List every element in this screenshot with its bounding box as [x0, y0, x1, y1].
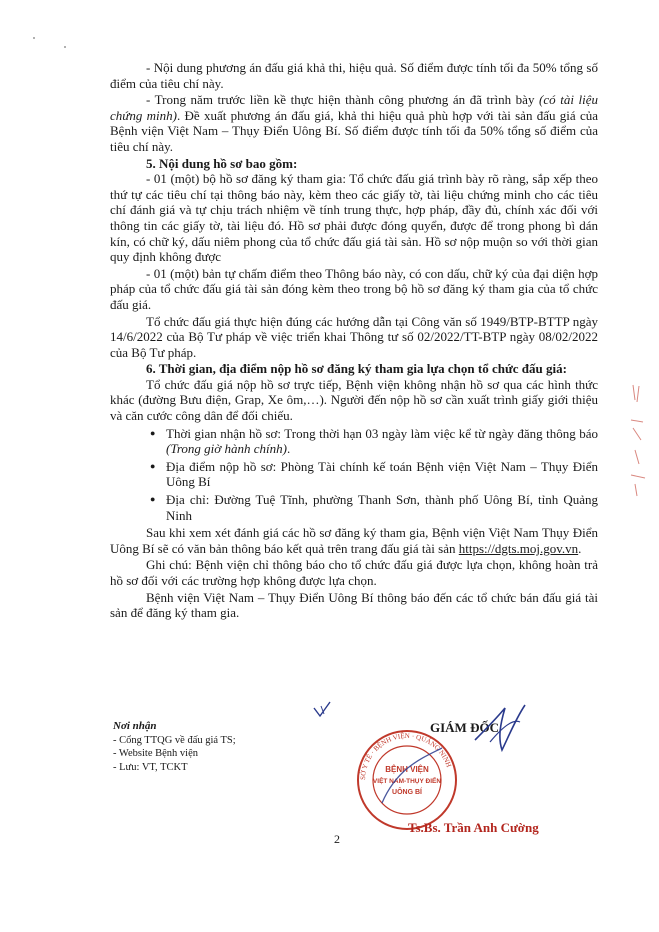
auction-site-link[interactable]: https://dgts.moj.gov.vn — [458, 540, 579, 556]
stamp-line-2: VIỆT NAM-THỤY ĐIỂN — [372, 778, 442, 785]
signature-title: GIÁM ĐỐC — [430, 720, 499, 735]
recipient-item: - Website Bệnh viện — [113, 748, 198, 759]
signer-name: Ts.Bs. Trần Anh Cường — [408, 820, 539, 835]
paragraph-self-scoring: - 01 (một) bản tự chấm điểm theo Thông báo này, có con dấu, chữ ký của đại diện hợp pháp của tổ chức đấu giá tài sản đóng kèm theo trong bộ hồ sơ đăng ký tham gia của tổ chức đấu giá. — [110, 265, 598, 312]
page-number: 2 — [334, 832, 340, 846]
submission-details-list — [150, 426, 598, 524]
recipients-title: Nơi nhận — [113, 720, 157, 732]
stamp-line-1: BỆNH VIỆN — [385, 765, 429, 774]
initial-tick-icon — [312, 700, 332, 720]
paragraph-submission: Tổ chức đấu giá nộp hồ sơ trực tiếp, Bệnh viện không nhận hồ sơ qua các hình thức khác (đường Bưu điện, Grap, Xe ôm,…). Người đến nộp hồ sơ cần xuất trình giấy giới thiệu và căn cước công dân để đối chiếu. — [110, 376, 598, 424]
handwritten-signature-icon — [470, 700, 530, 760]
recipient-item: - Cổng TTQG về đấu giá TS; — [113, 734, 236, 746]
stamp-ring-text: SỞ Y TẾ · BỆNH VIỆN · QUẢNG NINH — [358, 731, 453, 781]
paragraph-plan-content: - Nội dung phương án đấu giá khả thi, hiệu quả. Số điểm được tính tối đa 50% tổng số điểm của tiêu chí này. — [110, 60, 598, 91]
heading-section-6: 6. Thời gian, địa điểm nộp hồ sơ đăng ký tham gia lựa chọn tổ chức đấu giá: — [146, 361, 567, 377]
paragraph-registration-file: - 01 (một) bộ hồ sơ đăng ký tham gia: Tổ chức đấu giá trình bày rõ ràng, sắp xếp theo thứ tự các tiêu chí tại thông báo này, kèm theo các giấy tờ, tài liệu chứng minh cho các tiêu chí đánh giá và tự chịu trách nhiệm về tính trung thực, hợp pháp, đầy đủ, chính xác đối với thông tin các giấy tờ, tài liệu đó. Hồ sơ phải được đóng quyển, được để trong phong bì dán kín, có chữ ký, dấu niêm phong của tổ chức đấu giá tài sản. Hồ sơ nộp muộn so với thời gian quy định không được — [110, 171, 598, 265]
document-body — [110, 60, 598, 622]
paragraph-note: Ghi chú: Bệnh viện chỉ thông báo cho tổ chức đấu giá được lựa chọn, không hoàn trả hồ sơ đối với các trường hợp không được lựa chọn. — [110, 557, 598, 588]
recipient-item: - Lưu: VT, TCKT — [113, 761, 188, 773]
stamp-line-3: UÔNG BÍ — [392, 789, 422, 796]
list-item-location: ● Địa điểm nộp hồ sơ: Phòng Tài chính kế toán Bệnh viện Việt Nam – Thụy Điển Uông Bí — [150, 459, 598, 490]
scan-speck — [33, 37, 35, 39]
paragraph-previous-year: - Trong năm trước liền kề thực hiện thành công phương án đã trình bày (có tài liệu chứng minh). Đề xuất phương án đấu giá, khả thi hiệu quả phù hợp với tài sản đấu giá của Bệnh viện Việt Nam – Thụy Điển Uông Bí. Số điểm được tính tối đa 50% tổng số điểm của tiêu chí này. — [110, 92, 598, 154]
list-item-address: ● Địa chỉ: Đường Tuệ Tĩnh, phường Thanh Sơn, thành phố Uông Bí, tỉnh Quảng Ninh — [150, 492, 598, 523]
margin-stamp-marks-icon — [625, 380, 655, 500]
paragraph-guidance: Tổ chức đấu giá thực hiện đúng các hướng dẫn tại Công văn số 1949/BTP-BTTP ngày 14/6/2022 của Bộ Tư pháp về việc triển khai Thông tư số 02/2022/TT-BTP ngày 08/02/2022 của Bộ Tư pháp. — [110, 313, 598, 360]
recipients-block — [113, 720, 333, 774]
paragraph-closing: Bệnh viện Việt Nam – Thụy Điển Uông Bí thông báo đến các tổ chức bán đấu giá tài sản để đăng ký tham gia. — [110, 589, 598, 621]
heading-section-5: 5. Nội dung hồ sơ bao gồm: — [146, 155, 298, 171]
official-stamp-icon — [352, 728, 462, 832]
scan-speck — [64, 46, 66, 48]
paragraph-result-notice: Sau khi xem xét đánh giá các hồ sơ đăng ký tham gia, Bệnh viện Việt Nam Thụy Điển Uông Bí sẽ có văn bản thông báo kết quả trên trang đấu giá tài sản https://dgts.moj.gov.vn. — [110, 525, 598, 556]
list-item-time: ● Thời gian nhận hồ sơ: Trong thời hạn 03 ngày làm việc kể từ ngày đăng thông báo (Trong giờ hành chính). — [150, 426, 598, 457]
